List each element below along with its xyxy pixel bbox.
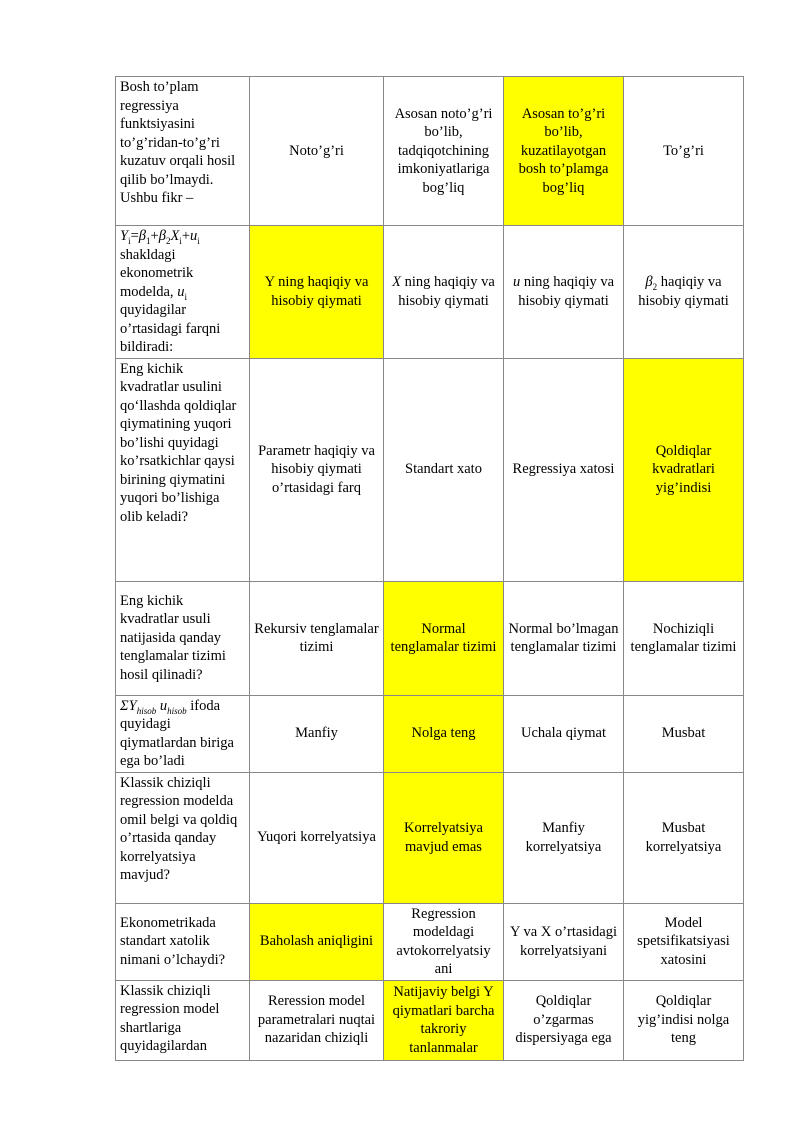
table-row xyxy=(116,980,744,1060)
option-cell: Asosan noto’g’ri bo’lib, tadqiqotchining imkoniyatlariga bog’liq xyxy=(384,77,504,226)
option-cell: Uchala qiymat xyxy=(504,695,624,772)
option-cell: Regressiya xatosi xyxy=(504,358,624,581)
question-cell: Klassik chiziqli regression modelda omil belgi va qoldiq o’rtasida qanday korrelyatsiya mavjud? xyxy=(116,772,250,903)
table-row xyxy=(116,772,744,903)
option-cell-answer: Korrelyatsiya mavjud emas xyxy=(384,772,504,903)
option-cell: Yuqori korrelyatsiya xyxy=(250,772,384,903)
question-cell: Eng kichik kvadratlar usuli natijasida qanday tenglamalar tizimi hosil qilinadi? xyxy=(116,581,250,695)
option-cell: Standart xato xyxy=(384,358,504,581)
table-row xyxy=(116,226,744,359)
option-cell: Model spetsifikatsiyasi xatosini xyxy=(624,903,744,980)
option-cell: Musbat xyxy=(624,695,744,772)
option-cell: $\beta_2$ haqiqiy va hisobiy qiymati xyxy=(624,226,744,359)
question-cell: $\Sigma Y_{hisob}$ $u_{hisob}$ ifoda quyidagi qiymatlardan biriga ega bo’ladi xyxy=(116,695,250,772)
table-row xyxy=(116,358,744,581)
question-cell: Ekonometrikada standart xatolik nimani o’lchaydi? xyxy=(116,903,250,980)
option-cell: Manfiy xyxy=(250,695,384,772)
option-cell: X ning haqiqiy va hisobiy qiymati xyxy=(384,226,504,359)
option-cell-answer: Normal tenglamalar tizimi xyxy=(384,581,504,695)
option-cell-answer: Natijaviy belgi Y qiymatlari barcha takroriy tanlanmalar xyxy=(384,980,504,1060)
question-cell: $Y_i=\beta_1+\beta_2X_i+u_i$ shakldagi ekonometrik modelda, $u_i$ quyidagilar o’rtasidagi farqni bildiradi: xyxy=(116,226,250,359)
option-cell-answer: Y ning haqiqiy va hisobiy qiymati xyxy=(250,226,384,359)
option-cell: Regression modeldagi avtokorrelyatsiy ani xyxy=(384,903,504,980)
option-cell: Qoldiqlar o’zgarmas dispersiyaga ega xyxy=(504,980,624,1060)
option-cell-answer: Baholash aniqligini xyxy=(250,903,384,980)
table-row xyxy=(116,695,744,772)
quiz-table xyxy=(115,76,744,1061)
option-cell-answer: Nolga teng xyxy=(384,695,504,772)
option-cell: Noto’g’ri xyxy=(250,77,384,226)
option-cell: Parametr haqiqiy va hisobiy qiymati o’rtasidagi farq xyxy=(250,358,384,581)
table-row xyxy=(116,903,744,980)
option-cell: Reression model parametralari nuqtai nazaridan chiziqli xyxy=(250,980,384,1060)
question-cell: Klassik chiziqli regression model shartlariga quyidagilardan xyxy=(116,980,250,1060)
option-cell: Manfiy korrelyatsiya xyxy=(504,772,624,903)
option-cell: Y va X o’rtasidagi korrelyatsiyani xyxy=(504,903,624,980)
question-cell: Eng kichik kvadratlar usulini qoʻllashda qoldiqlar qiymatining yuqori bo’lishi quyidagi ko’rsatkichlar qaysi birining qiymatini yuqori bo’lishiga olib keladi? xyxy=(116,358,250,581)
table-row xyxy=(116,77,744,226)
option-cell: Qoldiqlar yig’indisi nolga teng xyxy=(624,980,744,1060)
question-cell: Bosh to’plam regressiya funktsiyasini to’g’ridan-to’g’ri kuzatuv orqali hosil qilib bo’lmaydi. Ushbu fikr – xyxy=(116,77,250,226)
option-cell: Rekursiv tenglamalar tizimi xyxy=(250,581,384,695)
option-cell: Normal bo’lmagan tenglamalar tizimi xyxy=(504,581,624,695)
option-cell-answer: Asosan to’g’ri bo’lib, kuzatilayotgan bosh to’plamga bog’liq xyxy=(504,77,624,226)
option-cell-answer: Qoldiqlar kvadratlari yig’indisi xyxy=(624,358,744,581)
table-row xyxy=(116,581,744,695)
option-cell: u ning haqiqiy va hisobiy qiymati xyxy=(504,226,624,359)
option-cell: Musbat korrelyatsiya xyxy=(624,772,744,903)
option-cell: Nochiziqli tenglamalar tizimi xyxy=(624,581,744,695)
option-cell: To’g’ri xyxy=(624,77,744,226)
